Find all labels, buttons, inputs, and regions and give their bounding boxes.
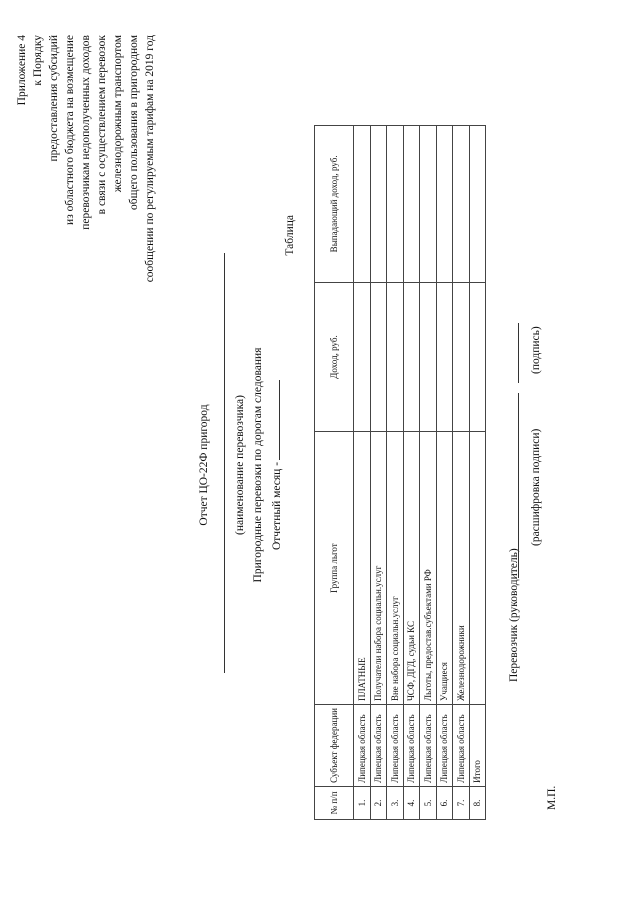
table-row — [370, 126, 387, 820]
row-income — [469, 282, 486, 432]
row-income — [453, 282, 470, 432]
header-group: Группа льгот — [315, 432, 354, 705]
row-group: ПЛАТНЫЕ — [354, 432, 371, 705]
appendix-line: общего пользования в пригородном — [128, 35, 140, 210]
signature-decode-line — [518, 393, 519, 578]
row-subject: Липецкая область — [354, 705, 371, 787]
row-subject: Итого — [469, 705, 486, 787]
carrier-name-line — [224, 253, 225, 673]
table-row — [436, 126, 453, 820]
appendix-line: сообщении по регулируемым тарифам на 2019 год — [144, 35, 156, 283]
row-lost-income — [469, 126, 486, 283]
row-group — [469, 432, 486, 705]
row-num: 1. — [354, 786, 371, 819]
row-subject: Липецкая область — [387, 705, 404, 787]
row-num: 6. — [436, 786, 453, 819]
row-income — [436, 282, 453, 432]
table-row-total — [469, 126, 486, 820]
row-lost-income — [453, 126, 470, 283]
row-group: Льготы, предостав.субъектами РФ — [420, 432, 437, 705]
row-income — [370, 282, 387, 432]
table-row — [453, 126, 470, 820]
appendix-line: железнодорожным транспортом — [112, 35, 124, 193]
row-lost-income — [420, 126, 437, 283]
table-row — [403, 126, 420, 820]
header-income: Доход, руб. — [315, 282, 354, 432]
row-lost-income — [354, 126, 371, 283]
row-income — [387, 282, 404, 432]
reporting-month — [269, 255, 283, 675]
appendix-line: перевозчикам недополученных доходов — [80, 35, 92, 230]
row-income — [403, 282, 420, 432]
report-table — [314, 125, 486, 820]
row-lost-income — [403, 126, 420, 283]
carrier-name-caption: (наименование перевозчика) — [234, 395, 246, 536]
row-subject: Липецкая область — [420, 705, 437, 787]
row-num: 7. — [453, 786, 470, 819]
signature-decode-caption: (расшифровка подписи) — [530, 428, 542, 546]
appendix-header — [14, 35, 158, 455]
row-num: 5. — [420, 786, 437, 819]
appendix-line: предоставления субсидий — [48, 35, 60, 162]
stamp-place-label: М.П. — [546, 785, 558, 810]
row-group: Получатели набора социальн.услуг — [370, 432, 387, 705]
appendix-line: из областного бюджета на возмещение — [64, 35, 76, 225]
row-lost-income — [370, 126, 387, 283]
signature-caption: (подпись) — [530, 326, 542, 374]
appendix-line: в связи с осуществлением перевозок — [96, 35, 108, 215]
row-num: 3. — [387, 786, 404, 819]
table-caption: Таблица — [284, 215, 296, 256]
row-group: Учащиеся — [436, 432, 453, 705]
table-header-row — [315, 126, 354, 820]
routes-subtitle: Пригородные перевозки по дорогам следования — [252, 347, 264, 583]
header-num: № п/п — [315, 786, 354, 819]
header-subject: Субъект федерации — [315, 705, 354, 787]
appendix-line: к Порядку — [32, 35, 44, 86]
reporting-month-label: Отчетный месяц - — [271, 461, 283, 551]
row-income — [354, 282, 371, 432]
table-row — [354, 126, 371, 820]
row-subject: Липецкая область — [370, 705, 387, 787]
row-num: 4. — [403, 786, 420, 819]
carrier-signatory-label: Перевозчик (руководитель) — [508, 548, 520, 682]
reporting-month-blank — [269, 380, 280, 460]
row-subject: Липецкая область — [436, 705, 453, 787]
header-lost-income: Выпадающий доход, руб. — [315, 126, 354, 283]
row-group: ЧСФ, ДГД, судьи КС — [403, 432, 420, 705]
row-income — [420, 282, 437, 432]
row-subject: Липецкая область — [403, 705, 420, 787]
row-group: Вне набора социальн.услуг — [387, 432, 404, 705]
row-lost-income — [436, 126, 453, 283]
row-lost-income — [387, 126, 404, 283]
table-row — [420, 126, 437, 820]
report-title: Отчет ЦО-22Ф пригород — [198, 404, 210, 526]
signature-line — [518, 323, 519, 383]
row-num: 8. — [469, 786, 486, 819]
table-row — [387, 126, 404, 820]
row-num: 2. — [370, 786, 387, 819]
appendix-line: Приложение 4 — [16, 35, 28, 106]
row-subject: Липецкая область — [453, 705, 470, 787]
row-group: Железнодорожники — [453, 432, 470, 705]
